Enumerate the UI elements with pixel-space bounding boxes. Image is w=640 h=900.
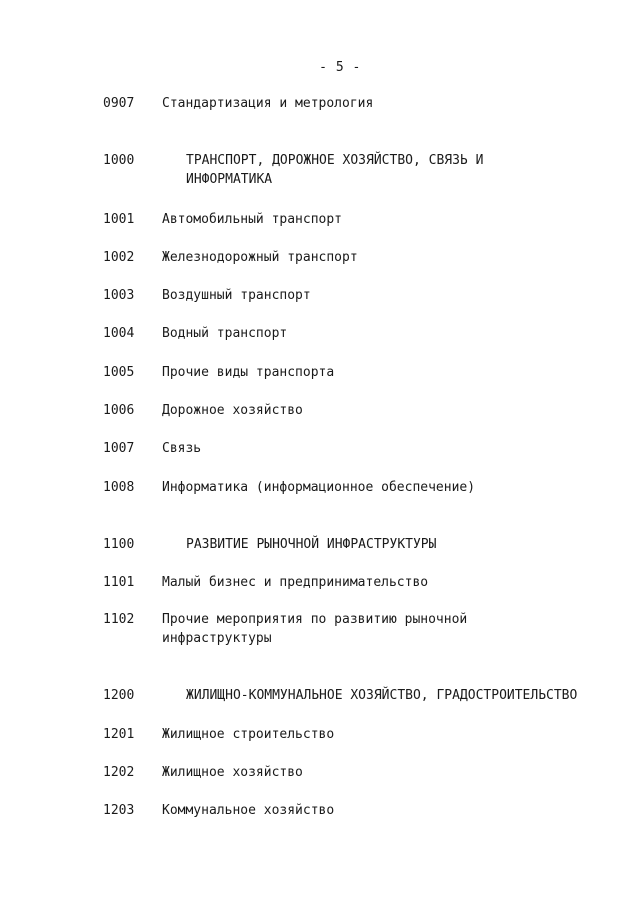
- entry-title: Прочие виды транспорта: [162, 365, 335, 380]
- section-title: ТРАНСПОРТ, ДОРОЖНОЕ ХОЗЯЙСТВО, СВЯЗЬ И ИНФОРМАТИКА: [186, 153, 484, 187]
- entry-code: 1008: [103, 480, 135, 495]
- entry-code: 1101: [103, 575, 135, 590]
- entry-title: Железнодорожный транспорт: [162, 250, 358, 265]
- entry-code: 1203: [103, 803, 135, 818]
- section-title: РАЗВИТИЕ РЫНОЧНОЙ ИНФРАСТРУКТУРЫ: [186, 537, 437, 552]
- entry-title: Жилищное хозяйство: [162, 765, 303, 780]
- entry-title: Связь: [162, 441, 202, 456]
- entry-title: Малый бизнес и предпринимательство: [162, 575, 429, 590]
- entry-title: Коммунальное хозяйство: [162, 803, 335, 818]
- entry-title: Автомобильный транспорт: [162, 212, 343, 227]
- entry-title: Воздушный транспорт: [162, 288, 311, 303]
- entry-code: 1003: [103, 288, 135, 303]
- entry-title: Информатика (информационное обеспечение): [162, 480, 476, 495]
- entry-code: 1202: [103, 765, 135, 780]
- entry-title: Дорожное хозяйство: [162, 403, 303, 418]
- section-code: 1000: [103, 153, 135, 168]
- page-number: - 5 -: [319, 60, 361, 75]
- section-code: 1200: [103, 688, 135, 703]
- entry-code: 1001: [103, 212, 135, 227]
- section-title: ЖИЛИЩНО-КОММУНАЛЬНОЕ ХОЗЯЙСТВО, ГРАДОСТРОИТЕЛЬСТВО: [186, 688, 578, 703]
- section-code: 1100: [103, 537, 135, 552]
- entry-code: 1201: [103, 727, 135, 742]
- entry-code: 1005: [103, 365, 135, 380]
- entry-code: 1004: [103, 326, 135, 341]
- entry-title: Прочие мероприятия по развитию рыночной инфраструктуры: [162, 612, 468, 646]
- entry-code: 1007: [103, 441, 135, 456]
- entry-code: 1002: [103, 250, 135, 265]
- entry-title: Водный транспорт: [162, 326, 288, 341]
- entry-code: 1006: [103, 403, 135, 418]
- entry-title: Жилищное строительство: [162, 727, 335, 742]
- entry-title: Стандартизация и метрология: [162, 96, 374, 111]
- entry-code: 0907: [103, 96, 135, 111]
- entry-code: 1102: [103, 612, 135, 627]
